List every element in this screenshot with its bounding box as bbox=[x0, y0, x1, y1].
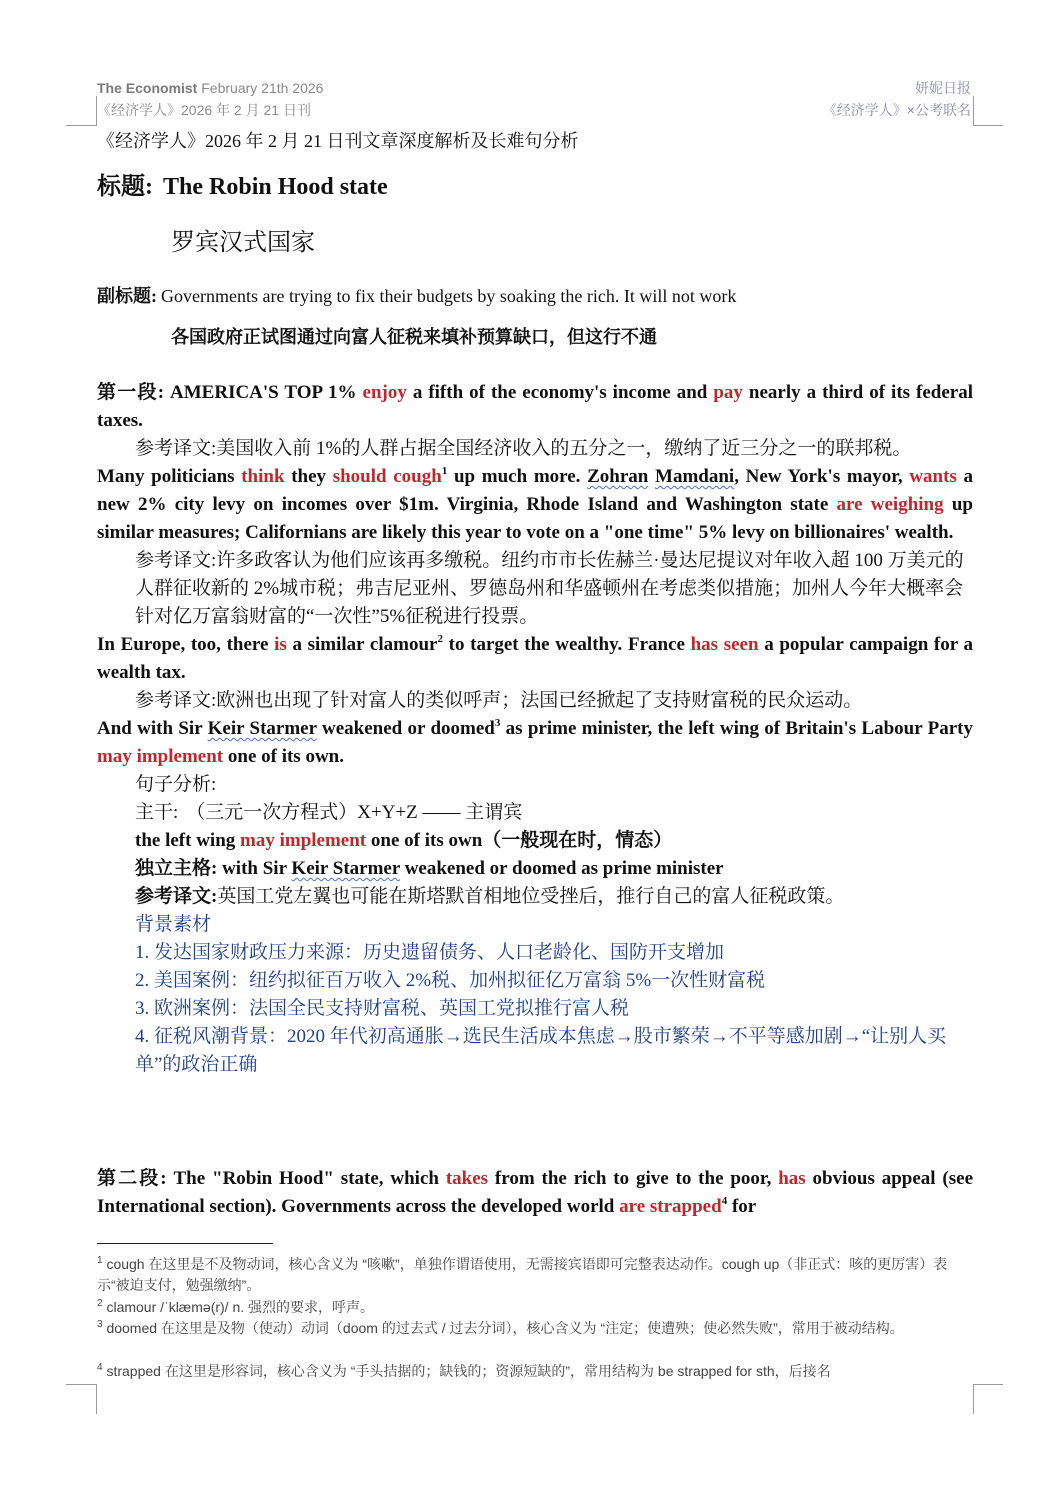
text-run: with Sir bbox=[222, 858, 292, 879]
para1-sentence-4 bbox=[97, 715, 973, 771]
background-item: 3. 欧洲案例：法国全民支持财富税、英国工党拟推行富人税 bbox=[135, 998, 630, 1019]
text-run: , New York's mayor, bbox=[734, 466, 910, 487]
footnote-number: 1 bbox=[97, 1255, 103, 1266]
translation-text: 欧洲也出现了针对富人的类似呼声；法国已经掀起了支持财富税的民众运动。 bbox=[216, 690, 863, 711]
footnote-text: doomed 在这里是及物（使动）动词（doom 的过去式 / 过去分词），核心含义为 “注定；使遭殃；使必然失败”，常用于被动结构。 bbox=[106, 1320, 904, 1336]
header-issue: 《经济学人》2026 年 2 月 21 日刊 bbox=[97, 102, 311, 118]
proper-noun: Mamdani bbox=[655, 466, 735, 487]
footnote-4 bbox=[97, 1361, 973, 1382]
title-en: The Robin Hood state bbox=[163, 174, 388, 200]
footnote-text: strapped 在这里是形容词，核心含义为 “手头拮据的；缺钱的；资源短缺的”，常用结构为 be strapped for sth，后接名 bbox=[106, 1363, 831, 1379]
running-header-right bbox=[823, 77, 971, 121]
para1-translation-4 bbox=[97, 883, 973, 911]
tense-note: （一般现在时，情态） bbox=[482, 830, 673, 851]
highlight-verb: may implement bbox=[240, 830, 367, 851]
text-run: a fifth of the economy's income and bbox=[406, 382, 714, 403]
footnote-number: 4 bbox=[97, 1362, 103, 1373]
para2-label: 第二段: bbox=[97, 1168, 167, 1189]
header-publication: The Economist bbox=[97, 80, 198, 96]
analysis-absolute bbox=[97, 855, 973, 883]
subtitle-line bbox=[97, 282, 973, 308]
crop-mark-bl-h bbox=[66, 1384, 96, 1385]
text-run: The "Robin Hood" state, which bbox=[173, 1168, 446, 1189]
translation-text: 美国收入前 1%的人群占据全国经济收入的五分之一，缴纳了近三分之一的联邦税。 bbox=[216, 438, 912, 459]
translation-text: 英国工党左翼也可能在斯塔默首相地位受挫后，推行自己的富人征税政策。 bbox=[217, 886, 845, 907]
text-run: Many politicians bbox=[97, 466, 242, 487]
highlight-verb: is bbox=[274, 634, 287, 655]
paragraph-2 bbox=[97, 1165, 973, 1221]
text-run: as prime minister, the left wing of Britain's Labour Party bbox=[500, 718, 973, 739]
highlight-verb: wants bbox=[909, 466, 957, 487]
crop-mark-bl-v bbox=[96, 1384, 97, 1414]
text-run: from the rich to give to the poor, bbox=[488, 1168, 779, 1189]
highlight-verb: has seen bbox=[690, 634, 759, 655]
document-intro: 《经济学人》2026 年 2 月 21 日刊文章深度解析及长难句分析 bbox=[97, 131, 579, 151]
text-run: And with Sir bbox=[97, 718, 208, 739]
text-run: up similar measures; Californians are likely this year to vote on a "one time" 5% levy on billionaires' wealth. bbox=[97, 494, 973, 543]
translation-label: 参考译文: bbox=[135, 550, 217, 571]
crop-mark-br-h bbox=[973, 1384, 1003, 1385]
highlight-verb: may implement bbox=[97, 746, 224, 767]
translation-text: 许多政客认为他们应该再多缴税。纽约市市长佐赫兰·曼达尼提议对年收入超 100 万美元的人群征收新的 2%城市税；弗吉尼亚州、罗德岛州和华盛顿州在考虑类似措施；加州人今年大概率会针对亿万富翁财富的“一次性”5%征税进行投票。 bbox=[135, 550, 964, 627]
footnote-ref-3[interactable]: 3 bbox=[494, 717, 501, 729]
footnote-3 bbox=[97, 1318, 973, 1339]
highlight-verb: has bbox=[778, 1168, 806, 1189]
text-run: the left wing bbox=[135, 830, 241, 851]
translation-label: 参考译文: bbox=[135, 690, 217, 711]
crop-mark-tl-h bbox=[66, 125, 96, 126]
text-run: obvious appeal (see International section). Governments across the developed world bbox=[97, 1168, 974, 1217]
title-line bbox=[97, 166, 973, 201]
title-label: 标题: bbox=[97, 174, 153, 200]
header-brand: 妍妮日报 bbox=[915, 80, 971, 96]
translation-label: 参考译文: bbox=[135, 438, 217, 459]
background-item: 2. 美国案例：纽约拟征百万收入 2%税、加州拟征亿万富翁 5%一次性财富税 bbox=[135, 970, 766, 991]
para1-sentence-1 bbox=[97, 379, 973, 435]
footnote-ref-1[interactable]: 1 bbox=[441, 465, 448, 477]
text-run bbox=[648, 466, 655, 487]
background-title: 背景素材 bbox=[135, 914, 212, 935]
text-run: nearly a third of its federal taxes. bbox=[97, 382, 973, 431]
highlight-verb: enjoy bbox=[362, 382, 407, 403]
text-run: a new 2% city levy on incomes over $1m. Virginia, Rhode Island and Washington state bbox=[97, 466, 974, 515]
footnote-separator bbox=[97, 1243, 273, 1244]
para1-sentence-3 bbox=[97, 631, 973, 687]
para1-sentence-2 bbox=[97, 463, 973, 547]
text-run: for bbox=[727, 1196, 757, 1217]
header-collab: 《经济学人》×公考联名 bbox=[822, 102, 971, 118]
highlight-verb: should cough bbox=[332, 466, 442, 487]
para1-translation-3 bbox=[97, 687, 973, 715]
footnote-ref-4[interactable]: 4 bbox=[721, 1195, 728, 1207]
translation-label: 参考译文: bbox=[135, 886, 218, 907]
highlight-verb: pay bbox=[713, 382, 743, 403]
running-header-left bbox=[97, 77, 323, 121]
text-run: they bbox=[284, 466, 333, 487]
text-run: one of its own bbox=[366, 830, 483, 851]
header-date: February 21th 2026 bbox=[197, 80, 324, 96]
proper-noun: Keir Starmer bbox=[207, 718, 317, 739]
para1-label: 第一段: bbox=[97, 382, 165, 403]
analysis-main-clause bbox=[97, 799, 973, 827]
footnote-2 bbox=[97, 1297, 973, 1318]
footnote-text: clamour /ˈklæmə(r)/ n. 强烈的要求，呼声。 bbox=[106, 1299, 375, 1315]
main-label: 主干: bbox=[135, 802, 179, 823]
crop-mark-tr-v bbox=[973, 96, 974, 126]
footnote-number: 3 bbox=[97, 1319, 103, 1330]
text-run: to target the wealthy. France bbox=[442, 634, 691, 655]
crop-mark-br-v bbox=[973, 1384, 974, 1414]
para1-translation-2 bbox=[97, 547, 973, 631]
text-run: AMERICA'S TOP 1% bbox=[170, 382, 363, 403]
text-run: weakened or doomed as prime minister bbox=[399, 858, 724, 879]
subtitle-en: Governments are trying to fix their budgets by soaking the rich. It will not work bbox=[161, 286, 737, 306]
subtitle-label: 副标题: bbox=[97, 286, 157, 306]
highlight-verb: think bbox=[241, 466, 285, 487]
crop-mark-tr-h bbox=[973, 125, 1003, 126]
analysis-label: 句子分析: bbox=[135, 774, 217, 795]
header-source-line bbox=[97, 77, 323, 99]
analysis-main-en bbox=[97, 827, 973, 855]
text-run: a similar clamour bbox=[286, 634, 438, 655]
main-text: （三元一次方程式）X+Y+Z —— 主谓宾 bbox=[186, 802, 523, 823]
footnote-1 bbox=[97, 1254, 973, 1296]
text-run: a popular campaign for a wealth tax. bbox=[97, 634, 973, 683]
footnote-number: 2 bbox=[97, 1298, 103, 1309]
background-item: 4. 征税风潮背景：2020 年代初高通胀→选民生活成本焦虑→股市繁荣→不平等感加剧→“让别人买单”的政治正确 bbox=[135, 1026, 947, 1075]
footnote-ref-2[interactable]: 2 bbox=[437, 633, 443, 645]
highlight-verb: are weighing bbox=[836, 494, 944, 515]
subtitle-cn: 各国政府正试图通过向富人征税来填补预算缺口，但这行不通 bbox=[171, 327, 657, 347]
paragraph-1 bbox=[97, 379, 973, 1079]
proper-noun: Keir Starmer bbox=[291, 858, 400, 879]
para1-translation-1 bbox=[97, 435, 973, 463]
title-cn: 罗宾汉式国家 bbox=[171, 230, 315, 256]
text-run: up much more. bbox=[447, 466, 588, 487]
highlight-verb: takes bbox=[445, 1168, 489, 1189]
background-item: 1. 发达国家财政压力来源：历史遗留债务、人口老龄化、国防开支增加 bbox=[135, 942, 725, 963]
absolute-label: 独立主格: bbox=[135, 858, 218, 879]
highlight-verb: are strapped bbox=[619, 1196, 722, 1217]
text-run: one of its own. bbox=[223, 746, 344, 767]
proper-noun: Zohran bbox=[587, 466, 649, 487]
text-run: In Europe, too, there bbox=[97, 634, 275, 655]
footnote-text: cough 在这里是不及物动词，核心含义为 “咳嗽”，单独作谓语使用，无需接宾语即可完整表达动作。cough up（非正式：咳的更厉害）表示“被迫支付，勉强缴纳”。 bbox=[97, 1256, 948, 1293]
text-run: weakened or doomed bbox=[316, 718, 495, 739]
crop-mark-tl-v bbox=[96, 96, 97, 126]
